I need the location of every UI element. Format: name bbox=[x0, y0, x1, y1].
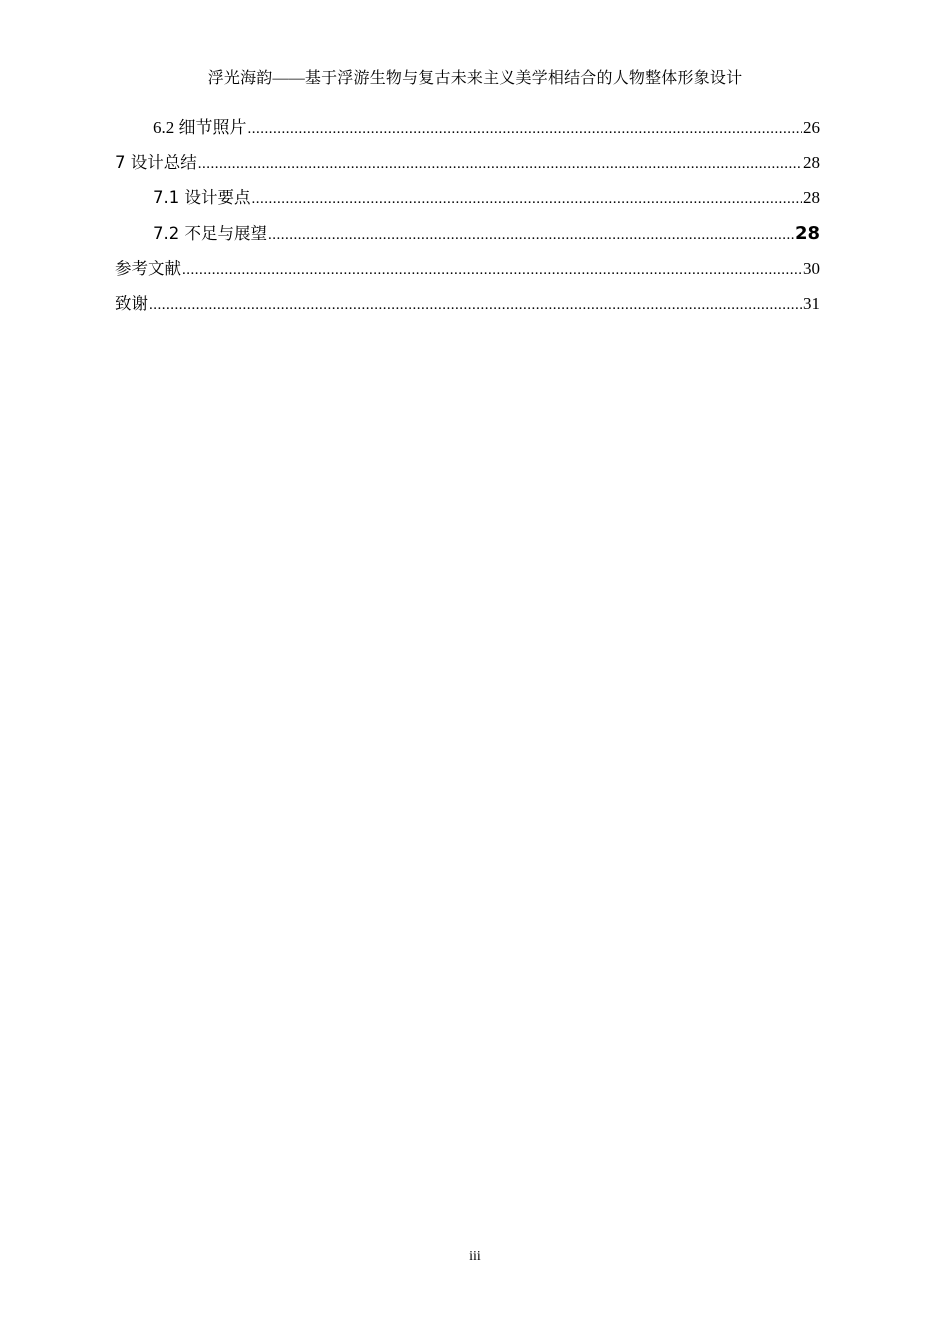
toc-entry-label: 7 设计总结 bbox=[115, 153, 197, 173]
toc-entry-label: 致谢 bbox=[115, 293, 148, 313]
toc-entry-7-2[interactable] bbox=[115, 222, 820, 257]
toc-entry-7-1[interactable] bbox=[115, 186, 820, 221]
toc-entry-label: 参考文献 bbox=[115, 258, 181, 278]
toc-entry-page: 30 bbox=[803, 258, 820, 278]
table-of-contents bbox=[115, 116, 820, 327]
toc-entry-page: 28 bbox=[803, 153, 820, 173]
toc-entry-page: 31 bbox=[803, 293, 820, 313]
toc-entry-7[interactable] bbox=[115, 151, 820, 186]
toc-entry-6-2[interactable] bbox=[115, 116, 820, 151]
dot-leader bbox=[268, 223, 794, 247]
toc-entry-label: 7.2 不足与展望 bbox=[153, 223, 267, 243]
dot-leader bbox=[198, 152, 802, 176]
dot-leader bbox=[252, 187, 803, 211]
running-header: 浮光海韵——基于浮游生物与复古未来主义美学相结合的人物整体形象设计 bbox=[207, 70, 743, 87]
toc-entry-acknowledgements[interactable] bbox=[115, 292, 820, 327]
toc-entry-label: 6.2 细节照片 bbox=[153, 118, 247, 137]
toc-entry-page: 28 bbox=[803, 188, 820, 208]
dot-leader bbox=[182, 258, 802, 282]
toc-entry-references[interactable] bbox=[115, 257, 820, 292]
dot-leader bbox=[248, 117, 803, 141]
toc-entry-page: 28 bbox=[794, 222, 820, 244]
page-number: iii bbox=[469, 1249, 481, 1264]
toc-entry-label: 7.1 设计要点 bbox=[153, 188, 251, 208]
dot-leader bbox=[149, 293, 802, 317]
toc-entry-page: 26 bbox=[803, 118, 820, 137]
